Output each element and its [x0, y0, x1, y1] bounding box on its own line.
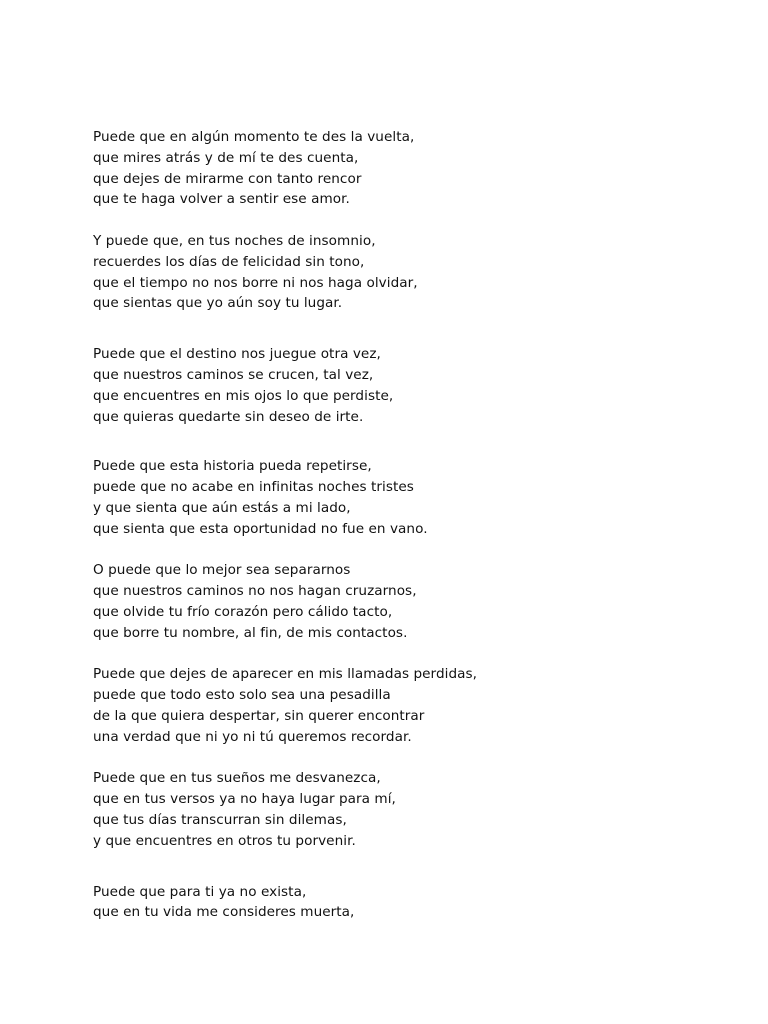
- poem-line: y que sienta que aún estás a mi lado,: [93, 499, 351, 516]
- stanza-3: [93, 344, 733, 427]
- stanza-6: [93, 664, 733, 747]
- poem-line: que dejes de mirarme con tanto rencor: [93, 170, 362, 187]
- stanza-7: [93, 768, 733, 851]
- poem-line: Puede que esta historia pueda repetirse,: [93, 458, 372, 475]
- poem-line: que mires atrás y de mí te des cuenta,: [93, 149, 359, 166]
- poem-line: que quieras quedarte sin deseo de irte.: [93, 408, 364, 425]
- poem-line: Puede que para ti ya no exista,: [93, 883, 307, 900]
- poem-line: de la que quiera despertar, sin querer encontrar: [93, 707, 425, 724]
- poem-line: que sienta que esta oportunidad no fue en vano.: [93, 520, 428, 537]
- poem-line: recuerdes los días de felicidad sin tono,: [93, 253, 365, 270]
- poem-body: [93, 127, 733, 923]
- stanza-5: [93, 560, 733, 643]
- poem-line: que en tu vida me consideres muerta,: [93, 904, 355, 921]
- poem-line: puede que todo esto solo sea una pesadilla: [93, 687, 391, 704]
- poem-line: y que encuentres en otros tu porvenir.: [93, 832, 356, 849]
- stanza-8: [93, 882, 733, 924]
- poem-line: que te haga volver a sentir ese amor.: [93, 191, 350, 208]
- poem-line: que sientas que yo aún soy tu lugar.: [93, 295, 343, 312]
- poem-line: que olvide tu frío corazón pero cálido tacto,: [93, 603, 393, 620]
- poem-line: Puede que en algún momento te des la vuelta,: [93, 129, 415, 145]
- stanza-2: [93, 231, 733, 314]
- poem-line: que encuentres en mis ojos lo que perdiste,: [93, 387, 394, 404]
- poem-line: que nuestros caminos se crucen, tal vez,: [93, 366, 374, 383]
- poem-line: Y puede que, en tus noches de insomnio,: [93, 232, 376, 249]
- poem-line: que el tiempo no nos borre ni nos haga olvidar,: [93, 274, 418, 291]
- stanza-4: [93, 456, 733, 539]
- poem-line: puede que no acabe en infinitas noches tristes: [93, 479, 414, 496]
- poem-line: Puede que el destino nos juegue otra vez,: [93, 346, 381, 363]
- poem-line: Puede que en tus sueños me desvanezca,: [93, 770, 381, 787]
- poem-line: que borre tu nombre, al fin, de mis contactos.: [93, 624, 408, 641]
- stanza-1: [93, 127, 733, 210]
- poem-line: que en tus versos ya no haya lugar para mí,: [93, 791, 396, 808]
- poem-line: Puede que dejes de aparecer en mis llamadas perdidas,: [93, 666, 478, 683]
- poem-line: una verdad que ni yo ni tú queremos recordar.: [93, 728, 412, 745]
- poem-line: que tus días transcurran sin dilemas,: [93, 811, 347, 828]
- poem-line: que nuestros caminos no nos hagan cruzarnos,: [93, 583, 417, 600]
- poem-line: O puede que lo mejor sea separarnos: [93, 562, 351, 579]
